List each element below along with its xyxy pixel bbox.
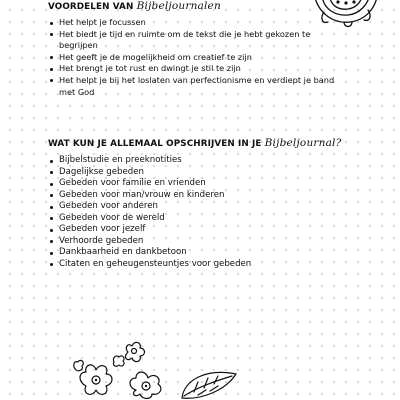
list-item: Citaten en geheugensteuntjes voor gebeden xyxy=(48,259,348,271)
list-item: Dagelijkse gebeden xyxy=(48,167,348,179)
list-item: Gebeden voor de wereld xyxy=(48,213,348,225)
benefits-section xyxy=(48,0,348,98)
benefits-heading-script: Bijbeljournalen xyxy=(136,0,221,12)
list-item: Gebeden voor anderen xyxy=(48,201,348,213)
what-to-write-list xyxy=(48,155,348,270)
what-to-write-heading xyxy=(48,137,348,151)
list-item: Het brengt je tot rust en dwingt je stil te zijn xyxy=(48,63,348,75)
flowers-and-leaves-doodle-icon xyxy=(66,340,246,400)
list-item: Het helpt je bij het loslaten van perfectionisme en verdiept je band met God xyxy=(48,75,348,98)
what-to-write-section xyxy=(48,137,348,270)
what-to-write-heading-caps: WAT KUN JE ALLEMAAL OPSCHRIJVEN IN JE xyxy=(48,139,262,149)
list-item: Gebeden voor man/vrouw en kinderen xyxy=(48,190,348,202)
benefits-heading xyxy=(48,0,348,14)
list-item: Verhoorde gebeden xyxy=(48,236,348,248)
list-item: Dankbaarheid en dankbetoon xyxy=(48,247,348,259)
list-item: Het biedt je tijd en ruimte om de tekst die je hebt gekozen te begrijpen xyxy=(48,29,348,52)
list-item: Bijbelstudie en preeknotities xyxy=(48,155,348,167)
list-item: Gebeden voor jezelf xyxy=(48,224,348,236)
list-item: Het geeft je de mogelijkheid om creatief te zijn xyxy=(48,52,348,64)
what-to-write-heading-script: Bijbeljournal? xyxy=(264,137,342,149)
benefits-list xyxy=(48,17,348,98)
benefits-heading-caps: VOORDELEN VAN xyxy=(48,2,134,12)
list-item: Gebeden voor familie en vrienden xyxy=(48,178,348,190)
list-item: Het helpt je focussen xyxy=(48,17,348,29)
